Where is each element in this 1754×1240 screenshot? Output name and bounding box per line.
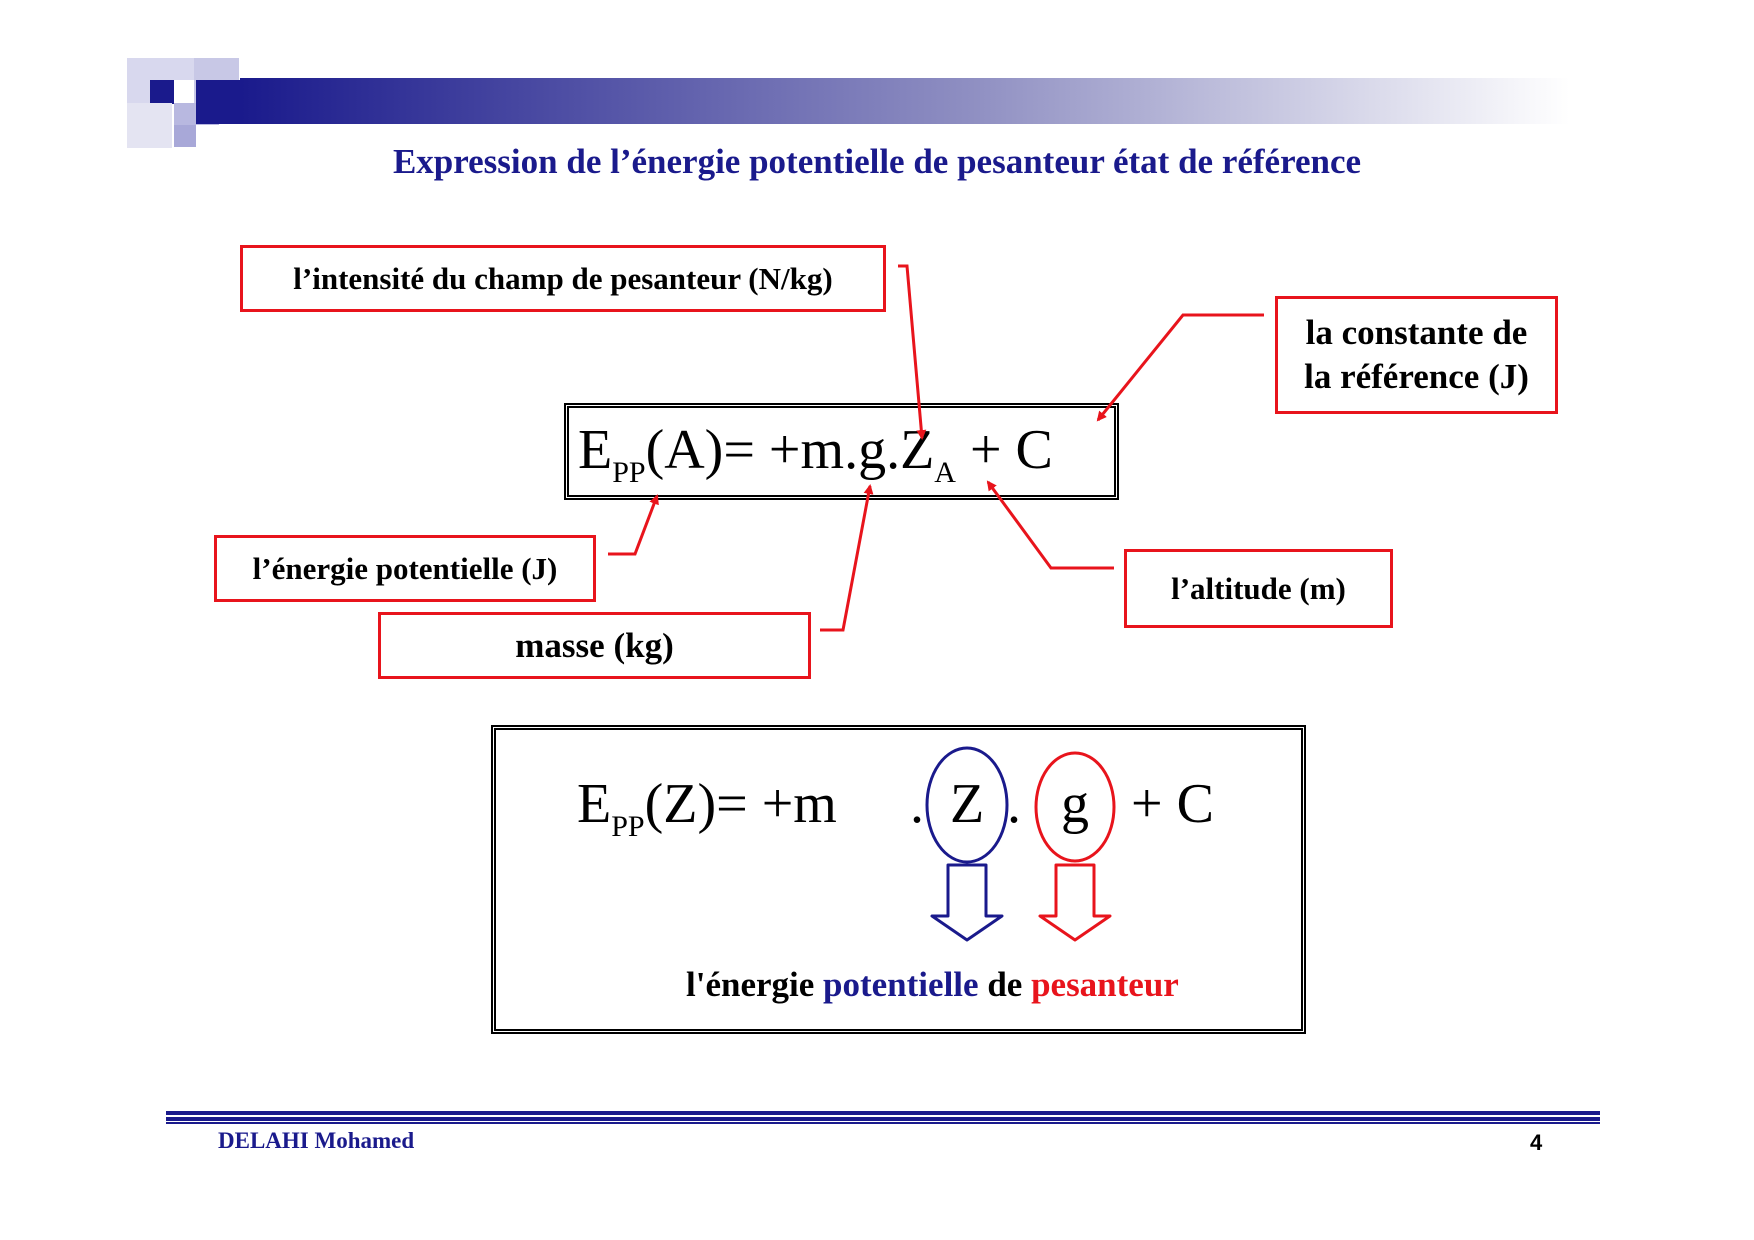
formula-2-dot2: .	[1007, 773, 1021, 835]
label-energie-text: l’énergie potentielle (J)	[252, 550, 558, 586]
caption-part2: potentielle	[823, 965, 979, 1004]
caption-part3: de	[978, 965, 1032, 1004]
formula-1	[578, 418, 1053, 490]
label-constante-line1: la constante de	[1305, 313, 1528, 352]
formula-2-e: E	[577, 773, 612, 835]
formula-2-caption	[686, 965, 1179, 1005]
slide-title: Expression de l’énergie potentielle de pesanteur état de référence	[392, 142, 1362, 181]
formula-1-sub-a: A	[934, 456, 956, 489]
formula-1-sub: PP	[612, 456, 646, 489]
formula-2-tail: + C	[1131, 773, 1214, 835]
caption-part1: l'énergie	[686, 965, 824, 1004]
formula-2-rhs: = +m	[716, 773, 837, 835]
formula-1-tail: + C	[969, 419, 1053, 481]
label-energie	[214, 535, 596, 602]
formula-1-e: E	[578, 419, 613, 481]
formula-1-rhs: = +m.g.Z	[723, 419, 935, 481]
formula-2-z: Z	[950, 773, 985, 835]
footer-author: DELAHI Mohamed	[218, 1128, 415, 1153]
formula-2-dot1: .	[910, 773, 924, 835]
label-constante-line2: la référence (J)	[1304, 357, 1529, 396]
formula-2-sub: PP	[611, 810, 645, 843]
arrow-masse	[820, 486, 870, 630]
caption-part4: pesanteur	[1031, 965, 1179, 1004]
label-champ	[240, 245, 886, 312]
label-masse	[378, 612, 811, 679]
formula-2-g: g	[1061, 773, 1089, 835]
label-altitude	[1124, 549, 1393, 628]
label-constante	[1275, 296, 1558, 414]
label-masse-text: masse (kg)	[515, 625, 674, 665]
footer-lines	[0, 1100, 1754, 1130]
page-number: 4	[1530, 1130, 1543, 1155]
label-champ-text: l’intensité du champ de pesanteur (N/kg)	[293, 260, 833, 296]
formula-1-arg: (A)	[645, 419, 724, 481]
formula-2-arg: (Z)	[644, 773, 717, 835]
arrow-constante	[1098, 315, 1264, 420]
arrow-energie	[608, 496, 657, 554]
label-altitude-text: l’altitude (m)	[1171, 570, 1346, 606]
header-decoration	[0, 0, 1754, 160]
formula-2-left	[577, 772, 837, 844]
